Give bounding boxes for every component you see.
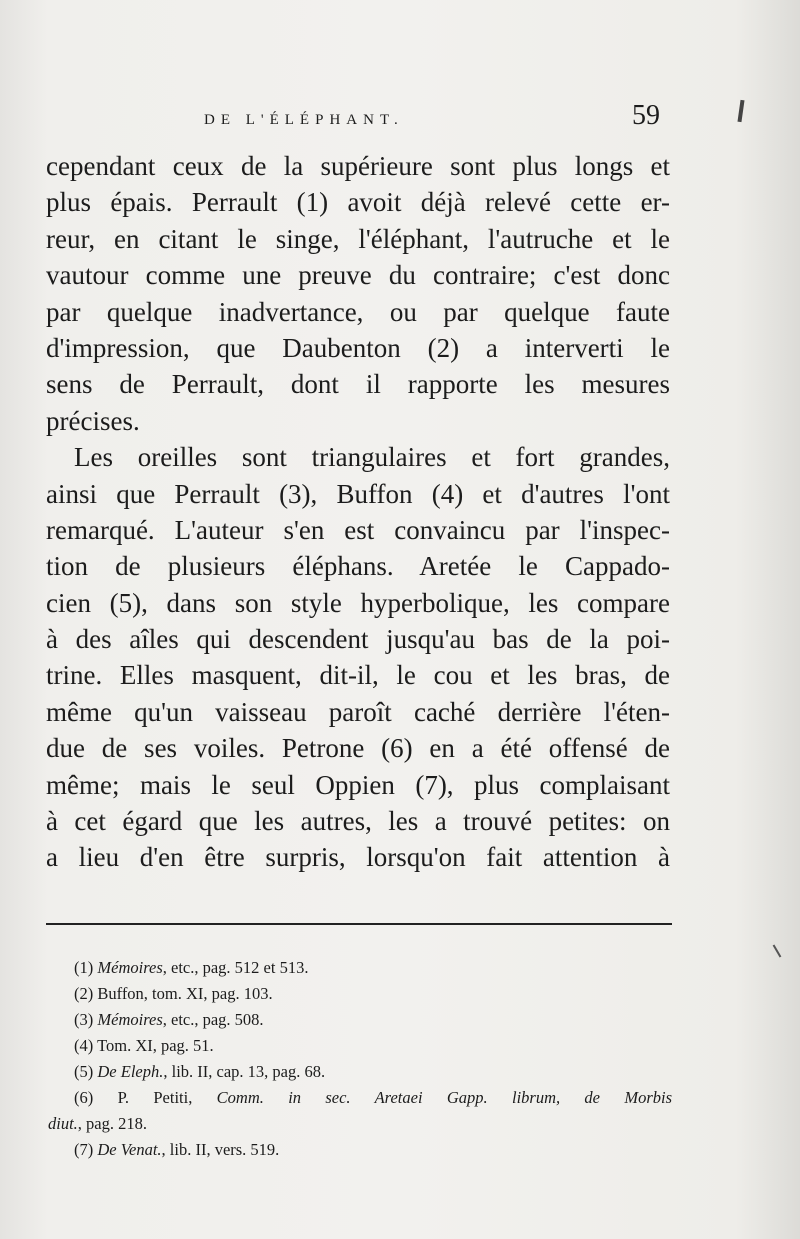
text-line: cien (5), dans son style hyperbolique, les compare [46,587,670,618]
footnote-3: (3) Mémoires, etc., pag. 508. [74,1010,264,1029]
text-line: cependant ceux de la supérieure sont plus longs et [46,151,670,181]
text-line: même qu'un vaisseau paroît caché derrière l'éten- [46,696,670,727]
margin-mark [737,100,744,122]
text-line: sens de Perrault, dont il rapporte les mesures [46,369,670,400]
main-text [46,148,670,876]
footnote-7: (7) De Venat., lib. II, vers. 519. [74,1140,280,1159]
footnote-1: (1) Mémoires, etc., pag. 512 et 513. [74,958,309,977]
text-line: remarqué. L'auteur s'en est convaincu par l'inspec- [46,514,670,545]
text-line: a lieu d'en être surpris, lorsqu'on fait attention à [46,842,670,873]
text-line: précises. [46,405,140,436]
margin-mark [773,944,782,957]
text-line: due de ses voiles. Petrone (6) en a été offensé de [46,733,670,764]
text-line: Les oreilles sont triangulaires et fort grandes, [74,442,670,473]
text-line: d'impression, que Daubenton (2) a interverti le [46,332,670,363]
footnote-rule [46,923,672,925]
text-line: vautour comme une preuve du contraire; c'est donc [46,260,670,291]
footnotes [48,955,672,1163]
text-line: par quelque inadvertance, ou par quelque faute [46,296,670,327]
text-line: tion de plusieurs éléphans. Aretée le Cappado- [46,551,670,582]
footnote-2: (2) Buffon, tom. XI, pag. 103. [74,984,273,1003]
text-line: trine. Elles masquent, dit-il, le cou et les bras, de [46,660,670,691]
footnote-5: (5) De Eleph., lib. II, cap. 13, pag. 68. [74,1062,326,1081]
page-header [46,96,660,144]
text-line: même; mais le seul Oppien (7), plus complaisant [46,769,670,800]
text-line: ainsi que Perrault (3), Buffon (4) et d'autres l'ont [46,478,670,509]
footnote-6-continued: diut., pag. 218. [48,1114,147,1133]
running-head: DE L'ÉLÉPHANT. [204,112,404,128]
footnote-4: (4) Tom. XI, pag. 51. [74,1036,214,1055]
text-line: reur, en citant le singe, l'éléphant, l'autruche et le [46,223,670,254]
page-number: 59 [632,100,660,131]
text-line: à des aîles qui descendent jusqu'au bas de la poi- [46,624,670,655]
text-line: à cet égard que les autres, les a trouvé petites: on [46,806,670,837]
text-line: plus épais. Perrault (1) avoit déjà relevé cette er- [46,187,670,218]
footnote-6: (6) P. Petiti, Comm. in sec. Aretaei Gapp. librum, de Morbis [74,1088,673,1107]
